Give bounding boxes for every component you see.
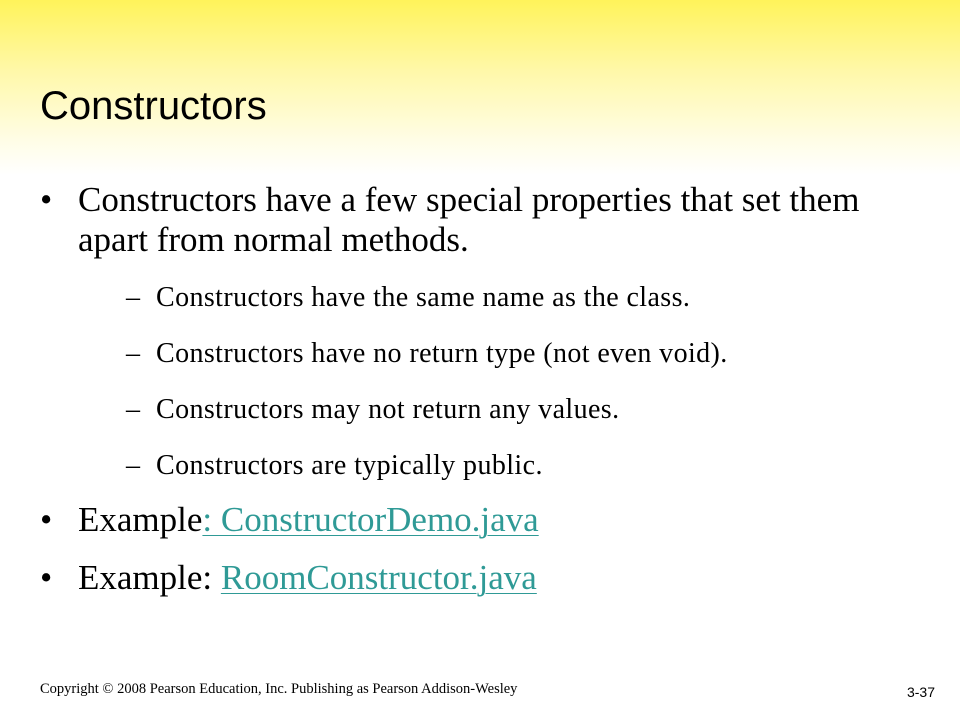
slide-number: 3-37 bbox=[906, 684, 935, 700]
sub-bullet-text: Constructors have the same name as the class. bbox=[156, 282, 691, 313]
bullet-item-example-room-constructor bbox=[40, 558, 920, 598]
constructor-demo-link[interactable]: : ConstructorDemo.java bbox=[202, 500, 539, 539]
slide-title: Constructors bbox=[40, 84, 267, 128]
sub-bullet-text: Constructors may not return any values. bbox=[156, 394, 620, 425]
dash-mark: – bbox=[126, 338, 141, 369]
bullet-mark: • bbox=[40, 180, 53, 219]
dash-mark: – bbox=[126, 450, 141, 481]
dash-mark: – bbox=[126, 282, 141, 313]
bullet-mark: • bbox=[40, 500, 53, 539]
example-label: Example: bbox=[78, 558, 221, 597]
copyright-footer: Copyright © 2008 Pearson Education, Inc. Publishing as Pearson Addison-Wesley bbox=[40, 681, 518, 697]
bullet-item-example-constructor-demo bbox=[40, 500, 920, 540]
sub-bullet-item bbox=[78, 449, 920, 483]
sub-bullet-text: Constructors are typically public. bbox=[156, 450, 543, 481]
dash-mark: – bbox=[126, 394, 141, 425]
sub-bullet-text: Constructors have no return type (not even void). bbox=[156, 338, 728, 369]
sub-bullet-list bbox=[78, 281, 920, 483]
room-constructor-link[interactable]: RoomConstructor.java bbox=[220, 558, 537, 597]
sub-bullet-item bbox=[78, 337, 920, 371]
bullet-text: Constructors have a few special properties that set them apart from normal methods. bbox=[78, 180, 860, 259]
bullet-list bbox=[40, 180, 920, 598]
sub-bullet-item bbox=[78, 281, 920, 315]
bullet-mark: • bbox=[40, 558, 53, 597]
bullet-item-properties bbox=[40, 180, 920, 483]
example-label: Example bbox=[78, 500, 203, 539]
sub-bullet-item bbox=[78, 393, 920, 427]
